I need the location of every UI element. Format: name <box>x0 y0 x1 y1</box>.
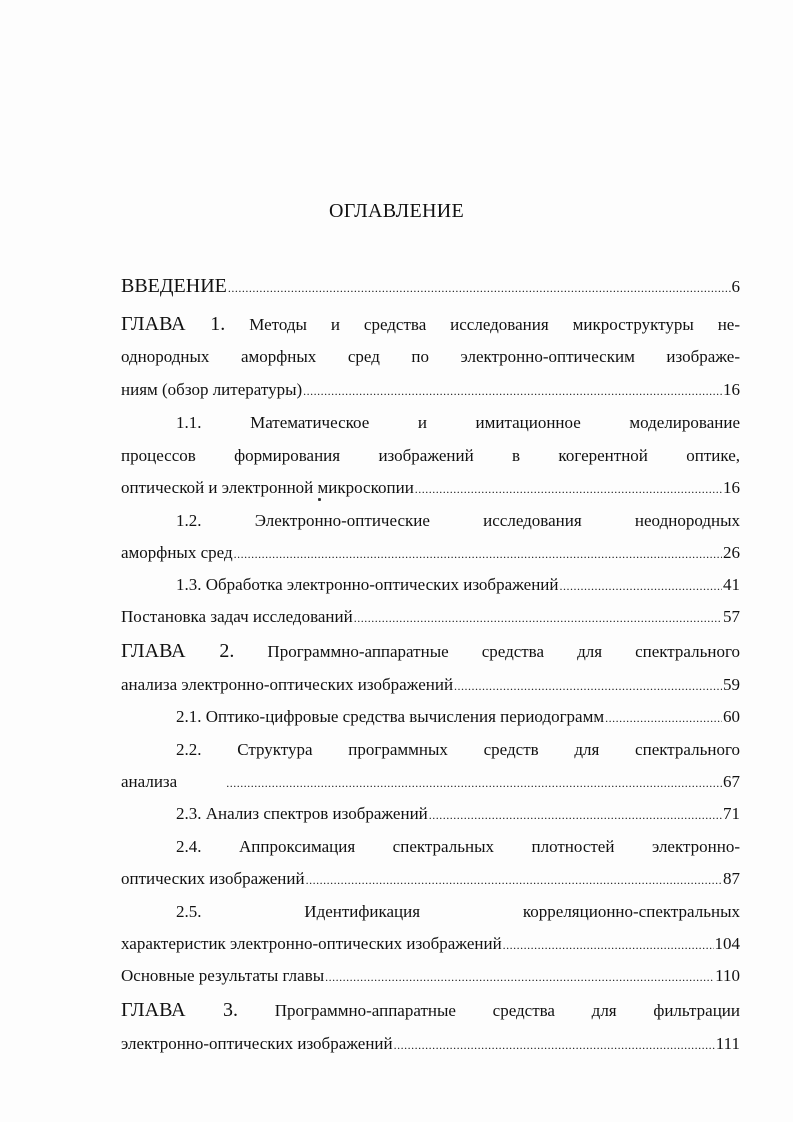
toc-entry-text: Программно-аппаратные средства для спектрального <box>234 642 741 661</box>
toc-entry-text: однородных аморфных сред по электронно-оптическим изображе- <box>121 347 740 366</box>
toc-entry-text: Методы и средства исследования микроструктуры не- <box>225 315 740 334</box>
toc-entry-line <box>121 1028 740 1060</box>
toc-page-number: 71 <box>723 804 740 823</box>
toc-entry-introduction[interactable] <box>121 270 740 302</box>
toc-entry-text: 1.2. Электронно-оптические исследования неоднородных <box>176 511 740 530</box>
toc-entry-text: электронно-оптических изображений <box>121 1034 393 1053</box>
toc-entry-2-5[interactable] <box>121 896 740 928</box>
toc-entry-text: анализа <box>121 772 178 791</box>
toc-entry-text: оптической и электронной микроскопии <box>121 478 414 497</box>
toc-entry-1-3[interactable] <box>121 569 740 601</box>
toc-leader <box>429 799 722 831</box>
toc-entry-2-2[interactable] <box>121 734 740 766</box>
toc-leader <box>559 570 722 602</box>
toc-page-number: 16 <box>723 478 740 497</box>
toc-page-number: 87 <box>723 869 740 888</box>
toc-page-number: 57 <box>723 607 740 626</box>
chapter-label: ГЛАВА 2. <box>121 640 235 662</box>
toc-entry-text: 2.1. Оптико-цифровые средства вычисления периодограмм <box>176 707 605 726</box>
toc-entry-1-1[interactable] <box>121 407 740 439</box>
toc-entry-line <box>121 537 740 569</box>
toc-entry-text: Постановка задач исследований <box>121 607 353 626</box>
toc-entry-chapter-2[interactable] <box>121 635 740 667</box>
toc-entry-text: характеристик электронно-оптических изображений <box>121 934 502 953</box>
toc-leader <box>306 864 722 896</box>
toc-leader <box>605 702 722 734</box>
toc-entry-text: аморфных сред <box>121 543 233 562</box>
toc-page-number: 16 <box>723 380 740 399</box>
toc-leader <box>394 1029 715 1061</box>
toc-entry-line <box>121 766 740 798</box>
toc-entry-line <box>121 341 740 373</box>
toc-entry-text: процессов формирования изображений в когерентной оптике, <box>121 446 740 465</box>
toc-page-number: 110 <box>715 966 740 985</box>
chapter-label: ГЛАВА 1. <box>121 313 226 335</box>
toc-leader <box>454 670 722 702</box>
toc-entry-2-4[interactable] <box>121 831 740 863</box>
toc-entry-line <box>121 440 740 472</box>
toc-page-number: 6 <box>731 277 740 296</box>
toc-leader <box>234 538 722 570</box>
toc-leader <box>226 767 722 799</box>
toc-leader <box>503 929 714 961</box>
toc-entry-text: 2.2. Структура программных средств для спектрального <box>176 740 740 759</box>
toc-entry-line <box>121 928 740 960</box>
toc-leader <box>303 375 722 407</box>
toc-entry-text: оптических изображений <box>121 869 305 888</box>
toc-entry-line <box>121 863 740 895</box>
toc-page-number: 111 <box>715 1034 740 1053</box>
toc-entry-chapter-3[interactable] <box>121 994 740 1026</box>
toc-entry-chapter-results[interactable] <box>121 960 740 992</box>
toc-entry-2-1[interactable] <box>121 701 740 733</box>
toc-leader <box>415 473 722 505</box>
toc-entry-text: 2.4. Аппроксимация спектральных плотностей электронно- <box>176 837 740 856</box>
toc-entry-text: 1.3. Обработка электронно-оптических изображений <box>176 575 559 594</box>
toc-entry-1-2[interactable] <box>121 505 740 537</box>
toc-page-number: 67 <box>723 772 740 791</box>
toc-leader <box>325 961 714 993</box>
toc-page-number: 60 <box>723 707 740 726</box>
toc-page-number: 41 <box>723 575 740 594</box>
toc-entry-line <box>121 374 740 406</box>
toc-entry-problem-statement[interactable] <box>121 601 740 633</box>
toc-page-number: 104 <box>714 934 740 953</box>
toc-leader <box>354 602 722 634</box>
toc-entry-text: ВВЕДЕНИЕ <box>121 275 227 297</box>
toc-entry-text: 2.5. Идентификация корреляционно-спектральных <box>176 902 740 921</box>
toc-page-number: 59 <box>723 675 740 694</box>
toc-entry-line <box>121 669 740 701</box>
page-title: ОГЛАВЛЕНИЕ <box>329 200 464 222</box>
toc-entry-text: 2.3. Анализ спектров изображений <box>176 804 428 823</box>
toc-leader <box>228 272 731 304</box>
toc-entry-2-3[interactable] <box>121 798 740 830</box>
toc-entry-text: Программно-аппаратные средства для фильтрации <box>238 1001 740 1020</box>
toc-entry-text: ниям (обзор литературы) <box>121 380 303 399</box>
toc-entry-chapter-1[interactable] <box>121 308 740 340</box>
toc-entry-line <box>121 472 740 504</box>
toc-entry-text: Основные результаты главы <box>121 966 325 985</box>
toc-page-number: 26 <box>723 543 740 562</box>
chapter-label: ГЛАВА 3. <box>121 999 239 1021</box>
toc-entry-text: 1.1. Математическое и имитационное моделирование <box>176 413 740 432</box>
scan-speck <box>318 498 321 501</box>
toc-entry-text: анализа электронно-оптических изображений <box>121 675 454 694</box>
